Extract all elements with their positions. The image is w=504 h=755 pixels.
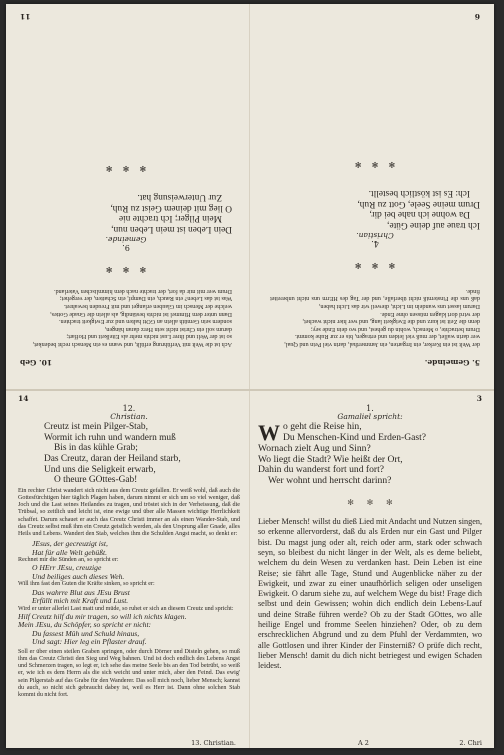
printed-sheet [6,4,494,748]
ornament-row: ✻ ✻ ✻ [354,159,396,169]
verse-line: o geht die Reise hin, [283,421,362,433]
commentary: Soll er über einen steilen Graben springen, oder durch Dörner und Disteln gehen, so muß ihm das Creutz Christi den Sieg und Weg bahnen. Und ist doch endlich des Lebens Angst und Schmerzen tragen, so legt er, ich sehe das meine Seele bis an den Tod betrübt, so weiß er, wie ich es dem Herrn als die sich weicht und unter mich, aber den Feind. Das ewig' sein Pilgerstab auf das Grabe für den Wanderer. Das soll mich noch, lieber Mensch; kannst du auch, so nicht sich gebraucht dabey ist, weil es Herr ist. Dann ohne solchen Stab kommt du nicht fort. [18,648,240,698]
quote-line: Mein JEsu, du Schöpfer, so spricht er nicht: [18,620,152,630]
page-number: 5. Gemeinde. [424,358,480,367]
text-line: Darum lasset uns wandeln im Licht, dieweil wir das Licht haben, [318,303,480,311]
text-line: sondern sein Gemüth allein an GOtt halten und zur Ewigkeit trachten. [58,318,232,326]
text-line: Dann unter dem Himmel ist nichts beständig, als allein die Gnade Gottes, [50,310,232,318]
commentary: Rechnet mir die Sünden an, so spricht er: [18,557,119,564]
verse-line: Dahin du wanderst fort und fort? [258,464,385,476]
text-line: der Welt ist ein Kerker, ein Irrgarten, ein Jammerthal, darin viel Pein und Qual, [284,341,480,348]
inverted-page-right [270,12,480,367]
quote-line: Hilf Creutz hilf du mir tragen, so will ich nichts klagen. [18,611,187,621]
folio-number: 3 [476,394,482,403]
verse-line: Du Menschen-Kind und Erden-Gast? [283,431,427,443]
folio-number: 6 [474,12,480,21]
quote-line: Und beiliges auch dieses Weh. [32,571,125,581]
quote-line: Und sagt: Hier leg ein Pflaster drauf. [32,637,147,647]
signature-mark: A 2 [358,739,369,747]
folio-number: 11 [20,12,31,21]
hymn-verse [18,422,240,486]
verse-line: Zur Unterweisung hat. [137,192,222,203]
page-number: 10. Geb [20,358,53,367]
text-line: daß uns die Finsterniß nicht überfalle, und der Tag des HErrn uns nicht unbereitet finde. [270,287,480,303]
verse-line: Bis in das kühle Grab; [54,443,138,454]
verse-line: Wormit ich ruhn und wandern muß [44,432,176,443]
verse-line: Das Creutz, daran der Heiland starb, [44,453,181,464]
text-line: darum soll ein Christ nicht sein Herz daran hängen, [104,325,232,333]
quote-line: Du fassest Müh und Schuld hinaus, [32,628,140,638]
hymn-verse [258,422,482,487]
inverted-page-left [20,12,232,367]
verse-line: Wer wohnt und herrscht darinn? [268,475,392,487]
commentary: Ein rechter Christ wandert sich nicht aus dem Creutz gefallen. Er weiß wohl, daß auch die Gottesfürchtigen hier täglich Plagen haben, darum nimmt er sich um so viel weniger, daß Joch und die Last seines Heilandes zu tragen, und tröstet sich in der Verheissung, daß die Trübsal, so zeitlich und leicht ist, eine ewige und über alle Massen wichtige Herrlichkeit schaffet. Darum schauet er auch das Creutz Christi immer an als einen Wander-Stab, und das Creutz selbst muß ihm ein Creutz geistlich werden, als den Ursprung aller Gnade, alles Heils und Lebens. Wandert den Stab, welches ihm die Schulden Angst macht, so denkt er: [18,487,240,537]
hymn-speaker: Gemeinde. [105,235,147,245]
text-line: Drum wer mit mir da fort, der trachte nach dem himmlischen Vaterland. [53,287,232,295]
text-line: welche der Mensch im Glauben erlanget und mit Freuden bewahret. [63,303,232,311]
hymn-speaker: Gamaliel spricht: [337,412,403,422]
verse-line: Dein Leben ist mein Leben nun, [111,223,232,234]
text-line: der wird dort klagen müssen ohne Ende. [380,310,480,318]
inverted-body [270,287,480,348]
folio-number: 14 [18,394,29,403]
ornament-row: ✻ ✻ ✻ [105,265,147,275]
verse-line: Und uns die Seligkeit erwarb, [44,464,156,475]
drop-capital: W [258,420,280,446]
lower-half [6,391,494,746]
ornament-row: ✻ ✻ ✻ [347,497,393,507]
quote-line: O HErr JEsu, creuzige [32,563,102,573]
body-paragraph: Lieber Mensch! willst du dieß Lied mit Andacht und Nutzen singen, so erkenne allervorderst, daß du als Erden nur ein Gast und Pilger bist. Du magst jung oder alt, reich oder arm, stark oder schwach seyn, so bleibest du nicht länger in der Welt, als es deme beliebt, welchem du dein Wesen zu verdanken hast. Dein Leben ist eine Reise; sie fährt alle Tage, Stund und Augenblicke näher zu der Ewigkeit, und zwar zu einer unaufhörlich seligen oder unseligen Ewigkeit. O darum siehe zu, auf welchem Wege du bist! Frage dich selbst und dein Gewissen; wohin dich endlich dein Lebens-Lauf und deine Straße führen werde? Ob zu der Stadt GOttes, wo alle heilige Engel und fromme Seelen hinziehen? Oder, ob zu dem erschrecklichen Abgrund und zu dem Pfuhl der Verdammten, wo alle Gottlosen und ihrer Kinder der Finsterniß? O prüfe dich recht, lieber Mensch! damit du dich nicht betriegest und ewigen Schaden leidest. [258,517,482,671]
catchword: 13. Christian. [191,739,236,747]
page-left [18,394,240,747]
verse-line: Ich: Es ist köstlich bestellt. [368,188,470,199]
verse-line: Ich traue auf deine Güte, [387,219,480,230]
verse-line: Creutz ist mein Pilger-Stab, [44,422,148,433]
hymn-speaker: Christian. [356,231,394,241]
hymn-number: 1. [366,404,374,413]
verse-line: O lieg mit deinem Geist zu Ruh, [110,202,232,213]
verse-line: Da wohne ich nahe bei dir, [369,209,470,220]
upper-half-inverted [6,4,494,376]
verse-line: O theure GOttes-Gab! [54,475,138,486]
text-line: so ist der Welt und ihrer Lust nichts mehr als Eitelkeit und Hoffart; [66,333,232,341]
verse-line: Drum meine Seele, Gott zu Ruh, [357,198,480,209]
verse-line: Wornach zielt Aug und Sinn? [258,442,371,454]
text-line: Was ist das Leben? ein Rauch, ein Dampf, ein Schatten, der vergehet; [59,295,232,303]
hymn-number: 9. [122,243,130,253]
text-line: Ach ist die Welt mit Verführung erfüllt, und wann es ein Mensch recht bedenket, [32,341,232,348]
hymn-speaker: Christian. [110,412,148,422]
ornament-row: ✻ ✻ ✻ [354,261,396,271]
text-line: Drum betrachte, o Mensch, wohin du gehest, und wo dein Ende sey; [310,325,480,333]
inverted-body [20,287,232,348]
verse-line: Mein Pilger; Ich trachte nie [118,213,222,224]
quote-line: Hat für alle Welt gebüßt. [32,547,108,557]
catchword: 2. Chri [459,739,482,747]
verse-line: Wo liegt die Stadt? Wie heißt der Ort, [258,453,403,465]
ornament-row: ✻ ✻ ✻ [105,163,147,173]
text-line: denn die Zeit ist kurz und die Ewigkeit lang, und wer hier nicht wachet, [302,318,480,326]
text-line: wer darin wallet, der muß viel leiden und ertragen, bis er zur Ruhe kommt. [294,333,480,341]
commentary: Will ihm fast den Guten die Kräfte sinken, so spricht er: [18,581,155,588]
hymn-number: 4. [371,239,379,249]
quote-line: Das wahrre Blut aus JEsu Brust [32,587,130,597]
commentary: Wird er unter allerlei Last matt und müde, so ruhet er sich an diesem Creutz und spricht: [18,605,234,612]
hymn-number: 12. [122,404,136,413]
page-right [258,394,482,747]
quote-line: JEsus, der gecreuzigt ist, [32,539,108,549]
hymn-verse [270,188,480,230]
hymn-verse [20,192,232,234]
quote-line: Erfüllt mich mit Kraft und Lust. [32,596,129,606]
